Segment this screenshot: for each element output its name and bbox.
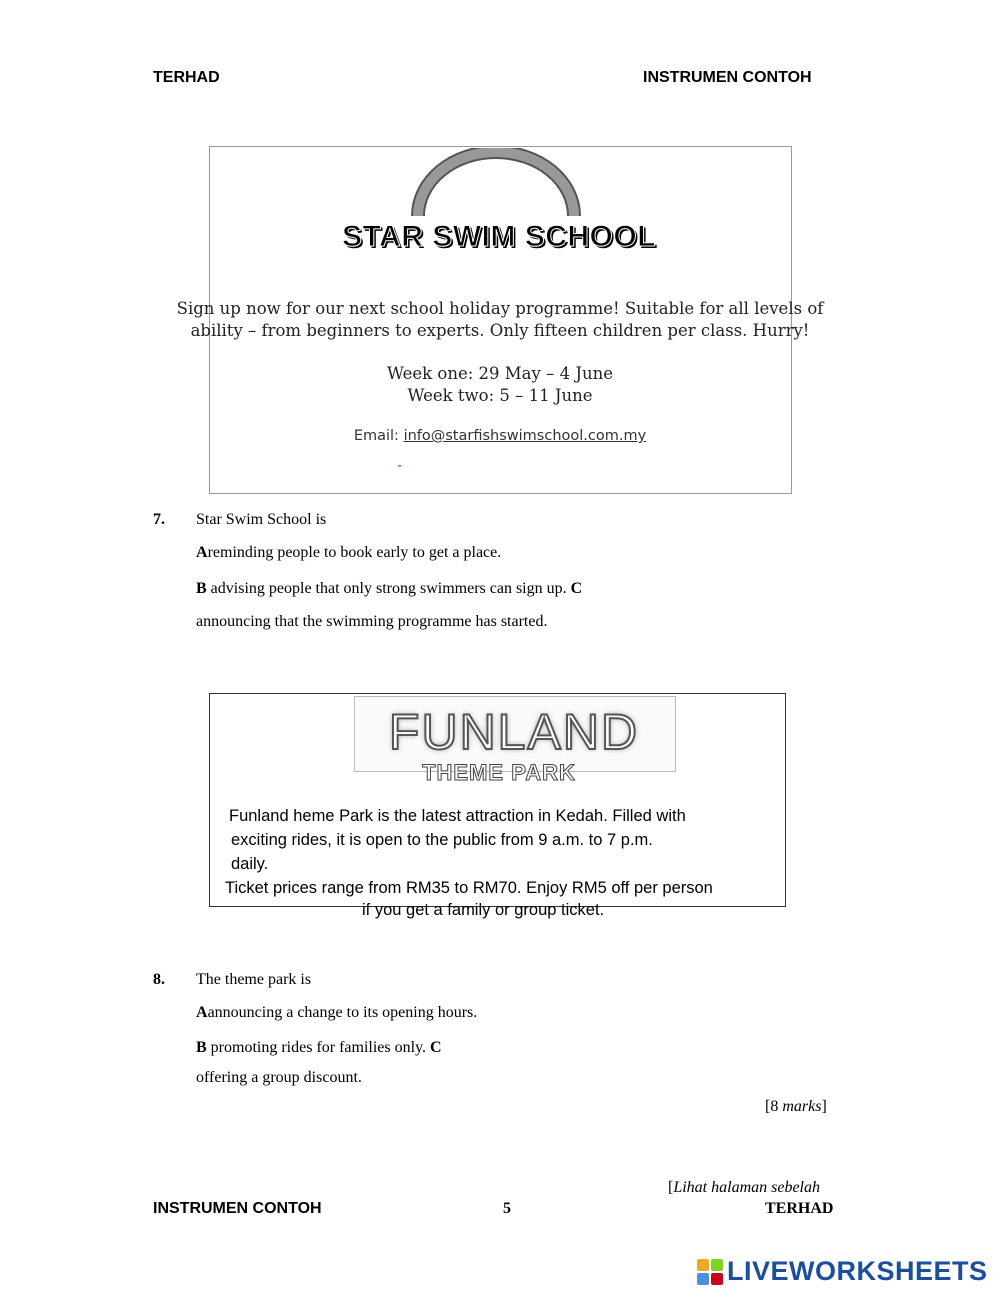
marks-close: ] — [821, 1098, 827, 1115]
next-page-text: Lihat halaman sebelah — [673, 1179, 820, 1196]
star-swim-body-line1: Sign up now for our next school holiday programme! Suitable for all levels of — [176, 299, 824, 318]
footer-right: TERHAD — [765, 1200, 834, 1217]
funland-logo-title: FUNLAND — [388, 704, 640, 760]
funland-line2: exciting rides, it is open to the public from 9 a.m. to 7 p.m. — [231, 831, 653, 849]
q8-stem: The theme park is — [196, 971, 312, 988]
q8-c-letter: C — [430, 1039, 442, 1056]
star-swim-email — [300, 428, 700, 444]
star-swim-dates — [300, 363, 700, 407]
liveworksheets-icon — [697, 1259, 723, 1285]
next-page-bracket: [ — [668, 1179, 674, 1196]
funland-logo-subtitle: THEME PARK — [422, 760, 576, 785]
q7-a-letter: A — [196, 544, 208, 561]
q7-b-text: advising people that only strong swimmers can sign up. — [206, 580, 571, 597]
q7-b-letter: B — [196, 580, 207, 597]
q8-a-letter: A — [196, 1004, 208, 1021]
star-swim-body-line2: ability – from beginners to experts. Only fifteen children per class. Hurry! — [190, 321, 810, 340]
q8-number: 8. — [153, 971, 165, 988]
q8-c-text: offering a group discount. — [196, 1069, 362, 1086]
q7-number: 7. — [153, 511, 165, 528]
funland-line5: if you get a family or group ticket. — [362, 901, 605, 919]
q7-option-a — [196, 544, 501, 562]
week-two: Week two: 5 – 11 June — [407, 386, 593, 405]
marks-label — [765, 1098, 827, 1116]
liveworksheets-wordmark: LIVEWORKSHEETS — [727, 1256, 988, 1286]
star-swim-title: STAR SWIM SCHOOL — [341, 220, 657, 253]
header-right: INSTRUMEN CONTOH — [643, 69, 812, 86]
q8-option-a — [196, 1004, 477, 1022]
email-link[interactable]: info@starfishswimschool.com.my — [403, 428, 647, 444]
email-label: Email: — [353, 428, 404, 444]
q7-stem: Star Swim School is — [196, 511, 327, 528]
marks-open: [8 — [765, 1098, 783, 1115]
funland-line1: Funland heme Park is the latest attraction in Kedah. Filled with — [229, 807, 686, 825]
footer-left: INSTRUMEN CONTOH — [153, 1200, 322, 1217]
footer-page-number: 5 — [503, 1200, 511, 1217]
q8-b-letter: B — [196, 1039, 207, 1056]
q7-c-text: announcing that the swimming programme has started. — [196, 613, 548, 630]
swim-arch-graphic — [410, 148, 582, 218]
q8-a-text: announcing a change to its opening hours. — [207, 1004, 478, 1021]
star-swim-body — [140, 298, 860, 342]
header-left: TERHAD — [153, 69, 220, 86]
next-page-note — [668, 1179, 820, 1197]
q8-option-b — [196, 1039, 442, 1057]
q8-b-text: promoting rides for families only. — [206, 1039, 431, 1056]
dash-mark: - — [397, 458, 403, 474]
q7-option-b — [196, 580, 582, 598]
marks-word: marks — [782, 1098, 822, 1115]
q7-a-text: reminding people to book early to get a place. — [207, 544, 502, 561]
liveworksheets-logo — [697, 1256, 988, 1287]
funland-line3: daily. — [231, 855, 269, 873]
funland-line4: Ticket prices range from RM35 to RM70. Enjoy RM5 off per person — [225, 879, 713, 897]
q7-c-letter: C — [570, 580, 583, 597]
week-one: Week one: 29 May – 4 June — [387, 364, 613, 383]
